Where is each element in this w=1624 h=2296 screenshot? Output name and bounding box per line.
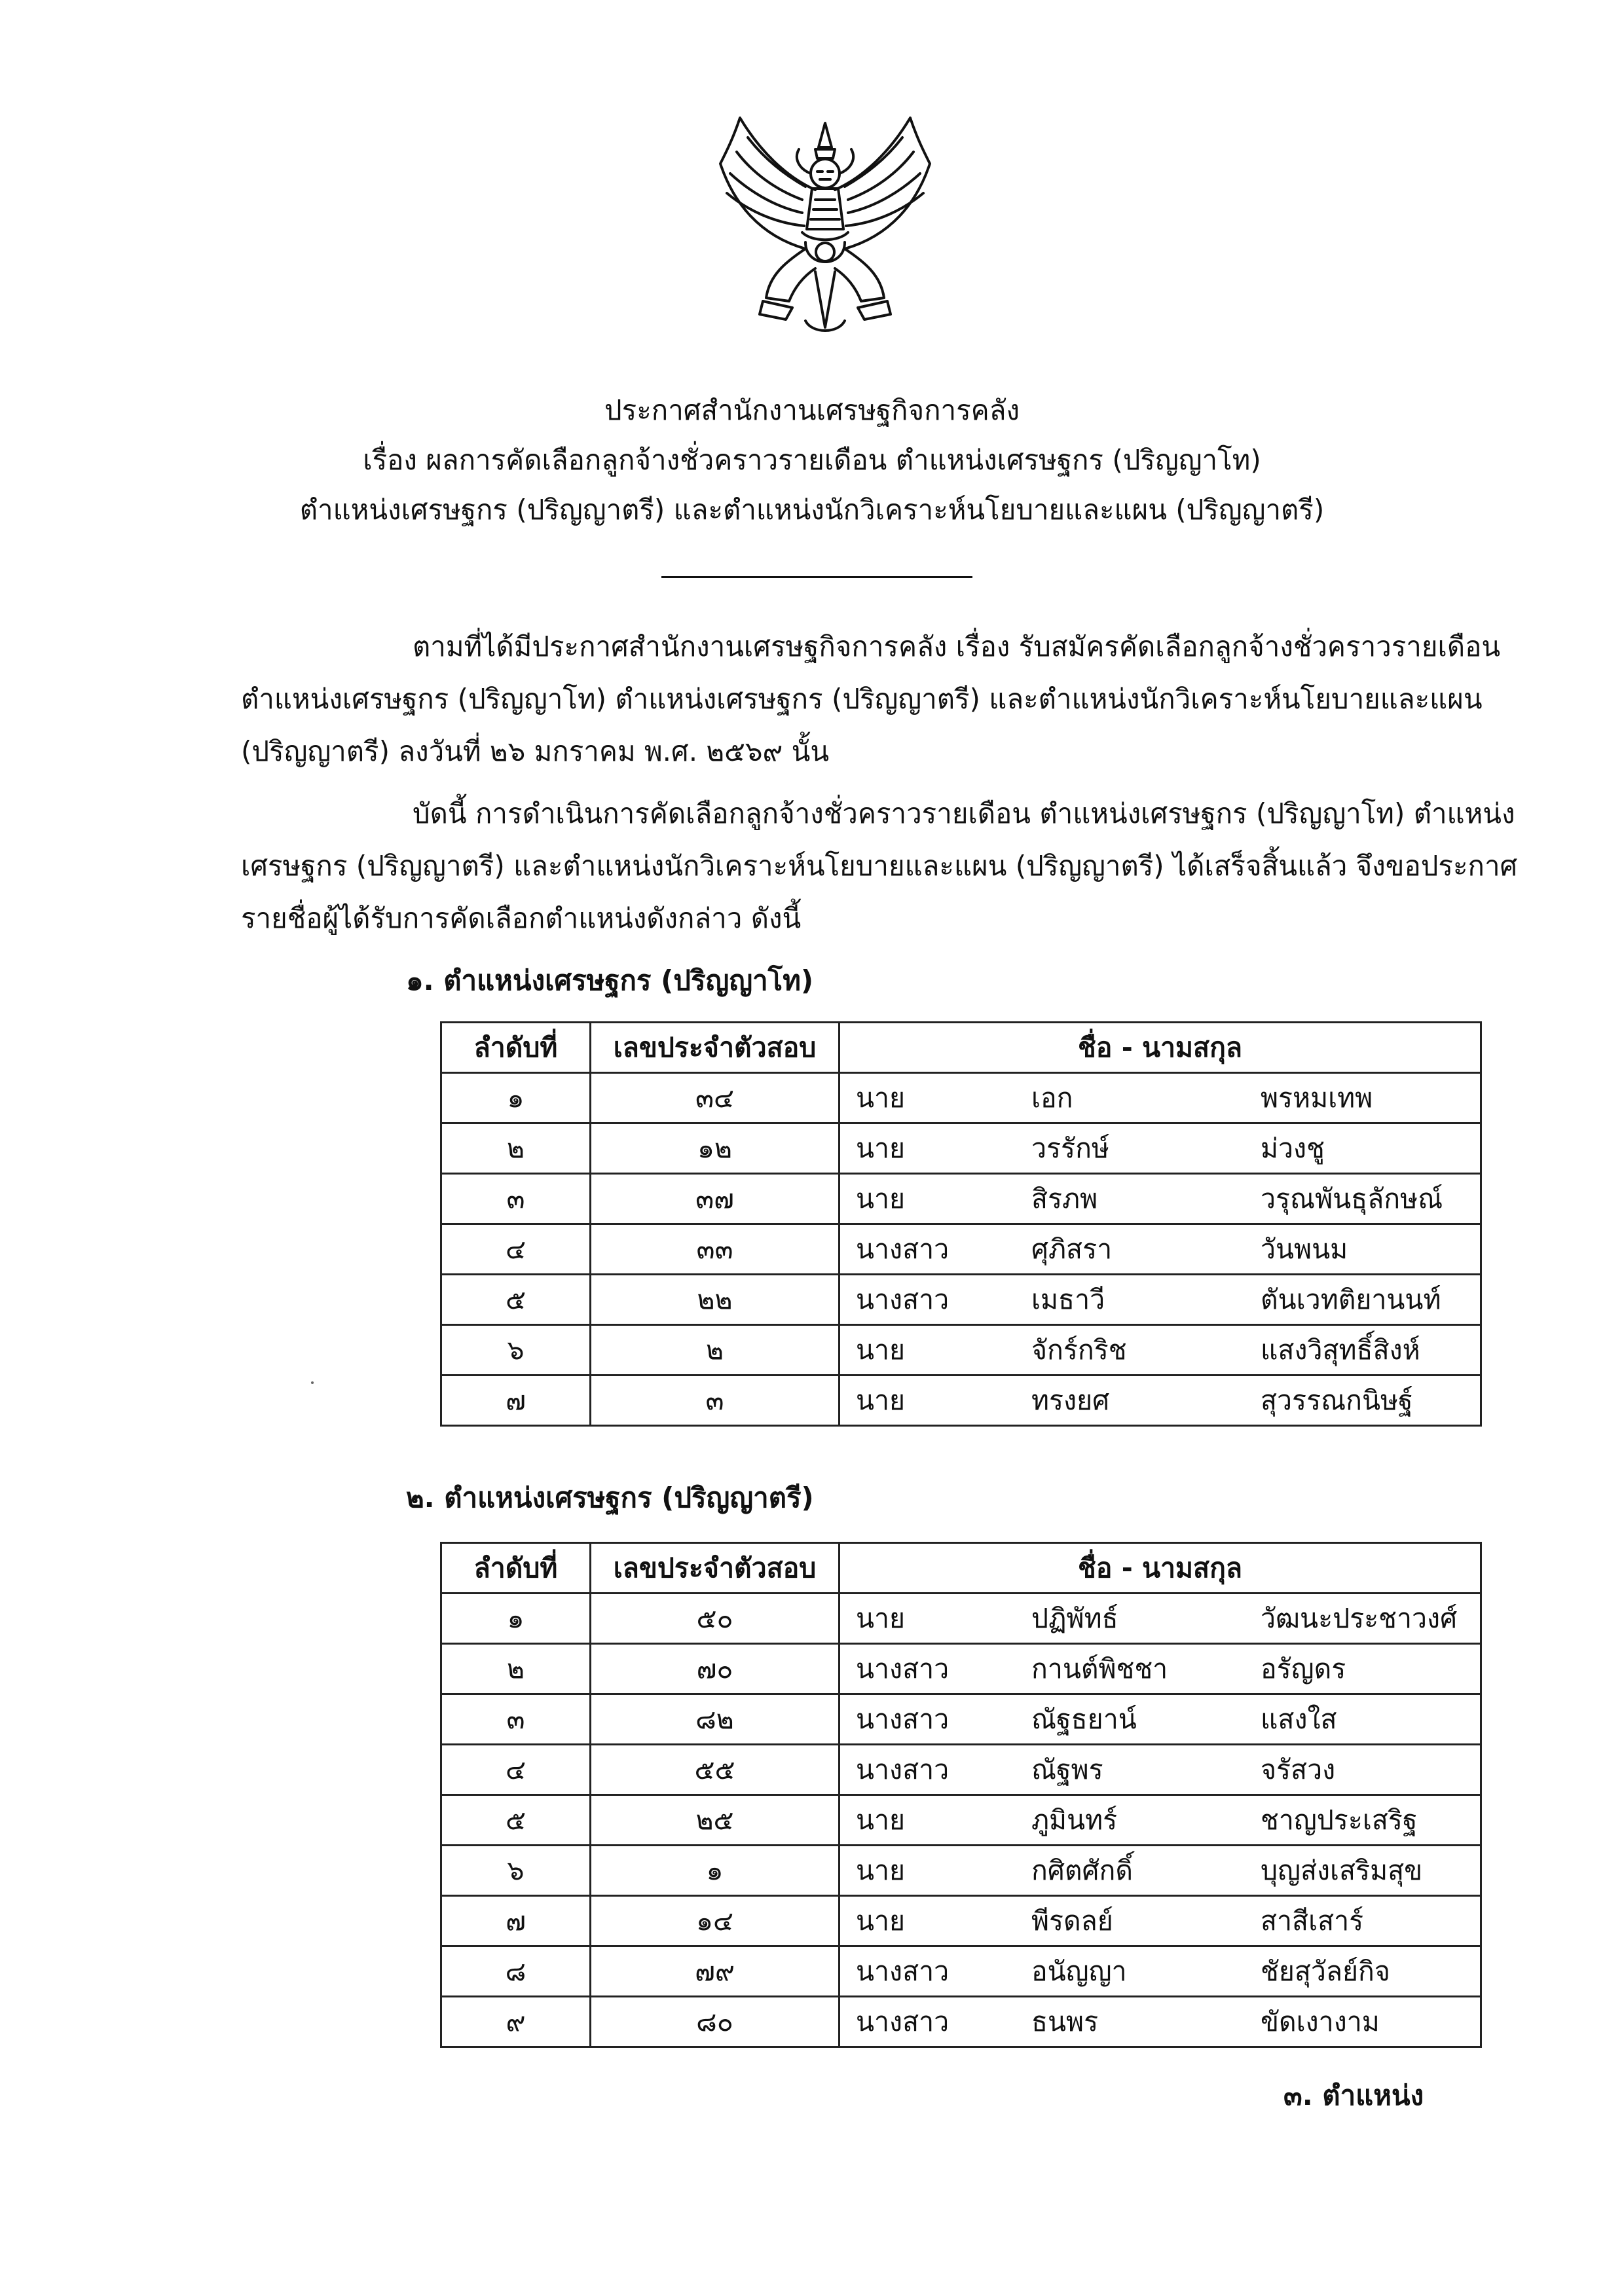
next-page-hint: ๓. ตำแหน่ง: [1283, 2079, 1424, 2111]
row-last-name: วรุณพันธุลักษณ์: [1244, 1174, 1481, 1224]
row-last-name: จรัสวง: [1244, 1745, 1481, 1795]
row-first-name: ณัฐธยาน์: [1015, 1694, 1244, 1745]
row-prefix: นางสาว: [840, 1745, 1015, 1795]
row-order: ๔: [441, 1224, 591, 1275]
row-exam-id: ๑๔: [591, 1896, 840, 1946]
row-last-name: แสงใส: [1244, 1694, 1481, 1745]
row-exam-id: ๗๐: [591, 1644, 840, 1694]
row-first-name: ณัฐพร: [1015, 1745, 1244, 1795]
row-exam-id: ๓๔: [591, 1073, 840, 1123]
row-order: ๗: [441, 1376, 591, 1426]
row-order: ๕: [441, 1795, 591, 1846]
row-prefix: นางสาว: [840, 1997, 1015, 2047]
table-row: [441, 1997, 1481, 2047]
row-exam-id: ๓๗: [591, 1174, 840, 1224]
announcement-subject-cont: ตำแหน่งเศรษฐกร (ปริญญาตรี) และตำแหน่งนักวิเคราะห์นโยบายและแผน (ปริญญาตรี): [299, 494, 1325, 526]
row-first-name: เมธาวี: [1015, 1275, 1244, 1325]
header-fullname: ชื่อ - นามสกุล: [840, 1543, 1481, 1594]
row-exam-id: ๑๒: [591, 1123, 840, 1174]
table-row: [441, 1325, 1481, 1376]
title-divider: [661, 576, 972, 578]
paragraph-1-line-2: ตำแหน่งเศรษฐกร (ปริญญาโท) ตำแหน่งเศรษฐกร (ปริญญาตรี) และตำแหน่งนักวิเคราะห์นโยบายและแผน: [241, 683, 1483, 715]
row-order: ๑: [441, 1073, 591, 1123]
scan-speck: [311, 1381, 314, 1384]
row-order: ๒: [441, 1123, 591, 1174]
row-exam-id: ๗๙: [591, 1946, 840, 1997]
row-order: ๕: [441, 1275, 591, 1325]
row-last-name: อรัญดร: [1244, 1644, 1481, 1694]
row-last-name: บุญส่งเสริมสุข: [1244, 1846, 1481, 1896]
row-prefix: นาย: [840, 1073, 1015, 1123]
row-last-name: วันพนม: [1244, 1224, 1481, 1275]
row-exam-id: ๘๐: [591, 1997, 840, 2047]
announcement-subject: เรื่อง ผลการคัดเลือกลูกจ้างชั่วคราวรายเดือน ตำแหน่งเศรษฐกร (ปริญญาโท): [363, 444, 1261, 476]
table-row: [441, 1896, 1481, 1946]
section-2-rows: [441, 1594, 1481, 2047]
row-order: ๙: [441, 1997, 591, 2047]
row-last-name: ตันเวทติยานนท์: [1244, 1275, 1481, 1325]
row-exam-id: ๓๓: [591, 1224, 840, 1275]
garuda-emblem: [707, 111, 943, 347]
announcement-title: ประกาศสำนักงานเศรษฐกิจการคลัง: [604, 394, 1020, 426]
row-prefix: นาย: [840, 1896, 1015, 1946]
table-row: [441, 1224, 1481, 1275]
section-1-rows: [441, 1073, 1481, 1426]
row-first-name: ปฏิพัทธ์: [1015, 1594, 1244, 1644]
row-first-name: อนัญญา: [1015, 1946, 1244, 1997]
table-row: [441, 1123, 1481, 1174]
row-first-name: กศิตศักดิ์: [1015, 1846, 1244, 1896]
row-first-name: พีรดลย์: [1015, 1896, 1244, 1946]
row-exam-id: ๘๒: [591, 1694, 840, 1745]
header-exam-id: เลขประจำตัวสอบ: [591, 1023, 840, 1073]
row-order: ๖: [441, 1846, 591, 1896]
row-exam-id: ๓: [591, 1376, 840, 1426]
row-last-name: แสงวิสุทธิ์สิงห์: [1244, 1325, 1481, 1376]
paragraph-2-line-1: บัดนี้ การดำเนินการคัดเลือกลูกจ้างชั่วคราวรายเดือน ตำแหน่งเศรษฐกร (ปริญญาโท) ตำแหน่ง: [413, 797, 1515, 829]
header-order: ลำดับที่: [441, 1023, 591, 1073]
row-exam-id: ๒: [591, 1325, 840, 1376]
paragraph-2-line-3: รายชื่อผู้ได้รับการคัดเลือกตำแหน่งดังกล่าว ดังนี้: [241, 902, 802, 934]
row-prefix: นาย: [840, 1174, 1015, 1224]
header-exam-id: เลขประจำตัวสอบ: [591, 1543, 840, 1594]
header-fullname: ชื่อ - นามสกุล: [840, 1023, 1481, 1073]
row-last-name: ชัยสุวัลย์กิจ: [1244, 1946, 1481, 1997]
row-exam-id: ๑: [591, 1846, 840, 1896]
row-prefix: นาย: [840, 1795, 1015, 1846]
table-row: [441, 1275, 1481, 1325]
row-first-name: สิรภพ: [1015, 1174, 1244, 1224]
row-exam-id: ๕๐: [591, 1594, 840, 1644]
row-prefix: นางสาว: [840, 1694, 1015, 1745]
row-first-name: ศุภิสรา: [1015, 1224, 1244, 1275]
section-1-title: ๑. ตำแหน่งเศรษฐกร (ปริญญาโท): [406, 964, 814, 996]
row-last-name: ชาญประเสริฐ: [1244, 1795, 1481, 1846]
paragraph-1-line-1: ตามที่ได้มีประกาศสำนักงานเศรษฐกิจการคลัง เรื่อง รับสมัครคัดเลือกลูกจ้างชั่วคราวรายเดือน: [413, 630, 1501, 663]
row-prefix: นางสาว: [840, 1224, 1015, 1275]
row-order: ๖: [441, 1325, 591, 1376]
section-2-table: [440, 1542, 1482, 2048]
row-first-name: เอก: [1015, 1073, 1244, 1123]
table-row: [441, 1846, 1481, 1896]
row-first-name: กานต์พิชชา: [1015, 1644, 1244, 1694]
header-order: ลำดับที่: [441, 1543, 591, 1594]
row-last-name: สุวรรณกนิษฐ์: [1244, 1376, 1481, 1426]
row-last-name: พรหมเทพ: [1244, 1073, 1481, 1123]
row-last-name: ม่วงชู: [1244, 1123, 1481, 1174]
row-exam-id: ๒๕: [591, 1795, 840, 1846]
table-row: [441, 1644, 1481, 1694]
row-order: ๔: [441, 1745, 591, 1795]
table-row: [441, 1594, 1481, 1644]
table-header-row: [441, 1543, 1481, 1594]
section-1-table: [440, 1021, 1482, 1427]
row-prefix: นาย: [840, 1376, 1015, 1426]
row-order: ๗: [441, 1896, 591, 1946]
table-row: [441, 1795, 1481, 1846]
row-first-name: ทรงยศ: [1015, 1376, 1244, 1426]
row-first-name: วรรักษ์: [1015, 1123, 1244, 1174]
table-row: [441, 1376, 1481, 1426]
table-row: [441, 1073, 1481, 1123]
row-last-name: สาสีเสาร์: [1244, 1896, 1481, 1946]
row-prefix: นางสาว: [840, 1644, 1015, 1694]
row-order: ๓: [441, 1174, 591, 1224]
table-header-row: [441, 1023, 1481, 1073]
row-exam-id: ๒๒: [591, 1275, 840, 1325]
section-2-title: ๒. ตำแหน่งเศรษฐกร (ปริญญาตรี): [406, 1482, 814, 1514]
table-row: [441, 1946, 1481, 1997]
row-prefix: นาย: [840, 1325, 1015, 1376]
row-last-name: วัฒนะประชาวงศ์: [1244, 1594, 1481, 1644]
paragraph-1-line-3: (ปริญญาตรี) ลงวันที่ ๒๖ มกราคม พ.ศ. ๒๕๖๙ นั้น: [241, 735, 830, 767]
row-order: ๑: [441, 1594, 591, 1644]
row-prefix: นาย: [840, 1846, 1015, 1896]
table-row: [441, 1745, 1481, 1795]
row-order: ๒: [441, 1644, 591, 1694]
row-first-name: ภูมินทร์: [1015, 1795, 1244, 1846]
paragraph-2-line-2: เศรษฐกร (ปริญญาตรี) และตำแหน่งนักวิเคราะห์นโยบายและแผน (ปริญญาตรี) ได้เสร็จสิ้นแล้ว จึงขอประกาศ: [241, 850, 1518, 882]
table-row: [441, 1694, 1481, 1745]
row-exam-id: ๕๕: [591, 1745, 840, 1795]
row-order: ๓: [441, 1694, 591, 1745]
row-first-name: ธนพร: [1015, 1997, 1244, 2047]
row-order: ๘: [441, 1946, 591, 1997]
row-prefix: นาย: [840, 1594, 1015, 1644]
table-row: [441, 1174, 1481, 1224]
row-prefix: นางสาว: [840, 1946, 1015, 1997]
row-first-name: จักร์กริช: [1015, 1325, 1244, 1376]
row-prefix: นางสาว: [840, 1275, 1015, 1325]
row-prefix: นาย: [840, 1123, 1015, 1174]
row-last-name: ขัดเงางาม: [1244, 1997, 1481, 2047]
